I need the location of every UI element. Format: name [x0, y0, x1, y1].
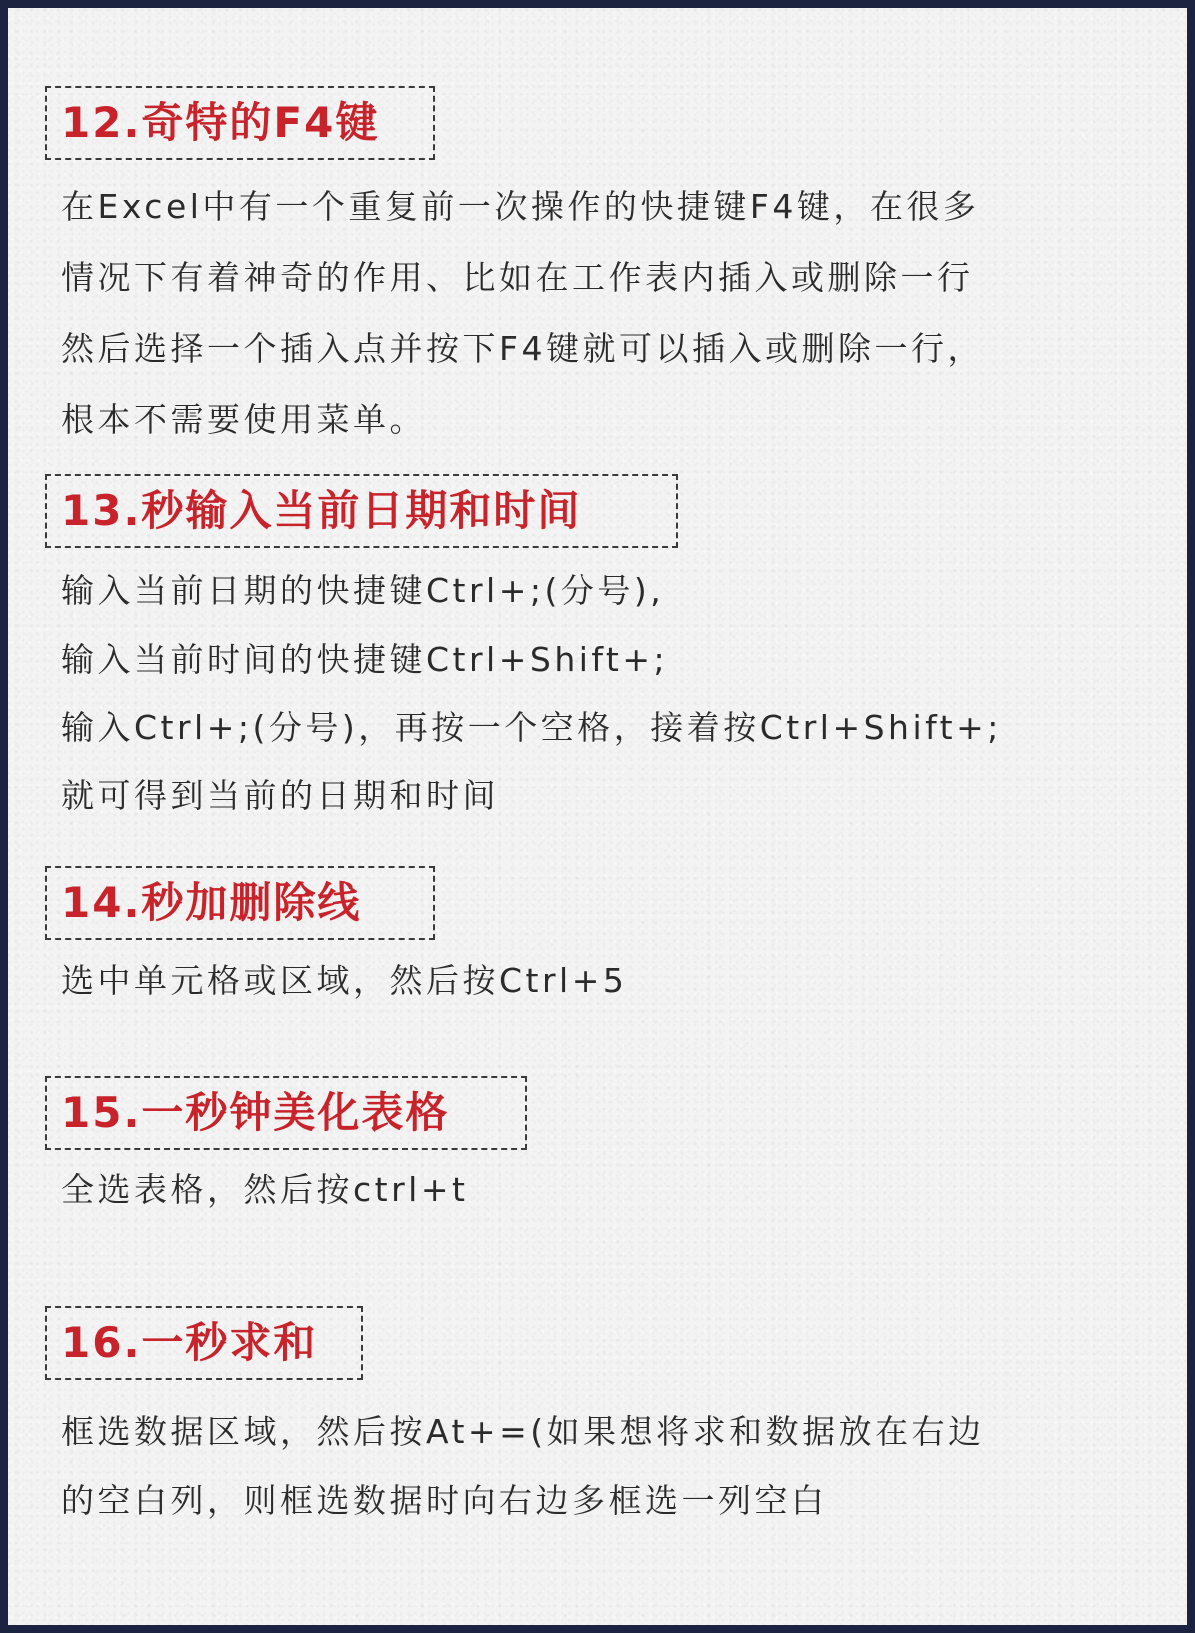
- section-heading-15: [45, 1076, 527, 1150]
- section-title: 12.奇特的F4键: [61, 98, 380, 147]
- section-title: 15.一秒钟美化表格: [61, 1088, 450, 1137]
- section-title: 16.一秒求和: [61, 1318, 318, 1367]
- section-13-line-4: 就可得到当前的日期和时间: [61, 776, 499, 815]
- section-15-line-1: 全选表格，然后按ctrl+t: [61, 1170, 469, 1209]
- section-12-line-1: 在Excel中有一个重复前一次操作的快捷键F4键，在很多: [61, 187, 980, 226]
- document-page: [8, 8, 1187, 1625]
- section-12-line-4: 根本不需要使用菜单。: [61, 400, 426, 439]
- section-14-line-1: 选中单元格或区域，然后按Ctrl+5: [61, 961, 628, 1000]
- section-13-line-1: 输入当前日期的快捷键Ctrl+;(分号),: [61, 571, 665, 610]
- section-13-line-3: 输入Ctrl+;(分号)，再按一个空格，接着按Ctrl+Shift+;: [61, 708, 1002, 747]
- section-12-line-2: 情况下有着神奇的作用、比如在工作表内插入或删除一行: [61, 258, 974, 297]
- section-16-line-2: 的空白列，则框选数据时向右边多框选一列空白: [61, 1481, 828, 1520]
- section-heading-13: [45, 474, 678, 548]
- section-heading-16: [45, 1306, 363, 1380]
- section-13-line-2: 输入当前时间的快捷键Ctrl+Shift+;: [61, 640, 669, 679]
- section-12-line-3: 然后选择一个插入点并按下F4键就可以插入或删除一行，: [61, 329, 984, 368]
- section-heading-14: [45, 866, 435, 940]
- section-heading-12: [45, 86, 435, 160]
- section-16-line-1: 框选数据区域，然后按At+=(如果想将求和数据放在右边: [61, 1412, 985, 1451]
- section-title: 14.秒加删除线: [61, 878, 362, 927]
- section-title: 13.秒输入当前日期和时间: [61, 486, 582, 535]
